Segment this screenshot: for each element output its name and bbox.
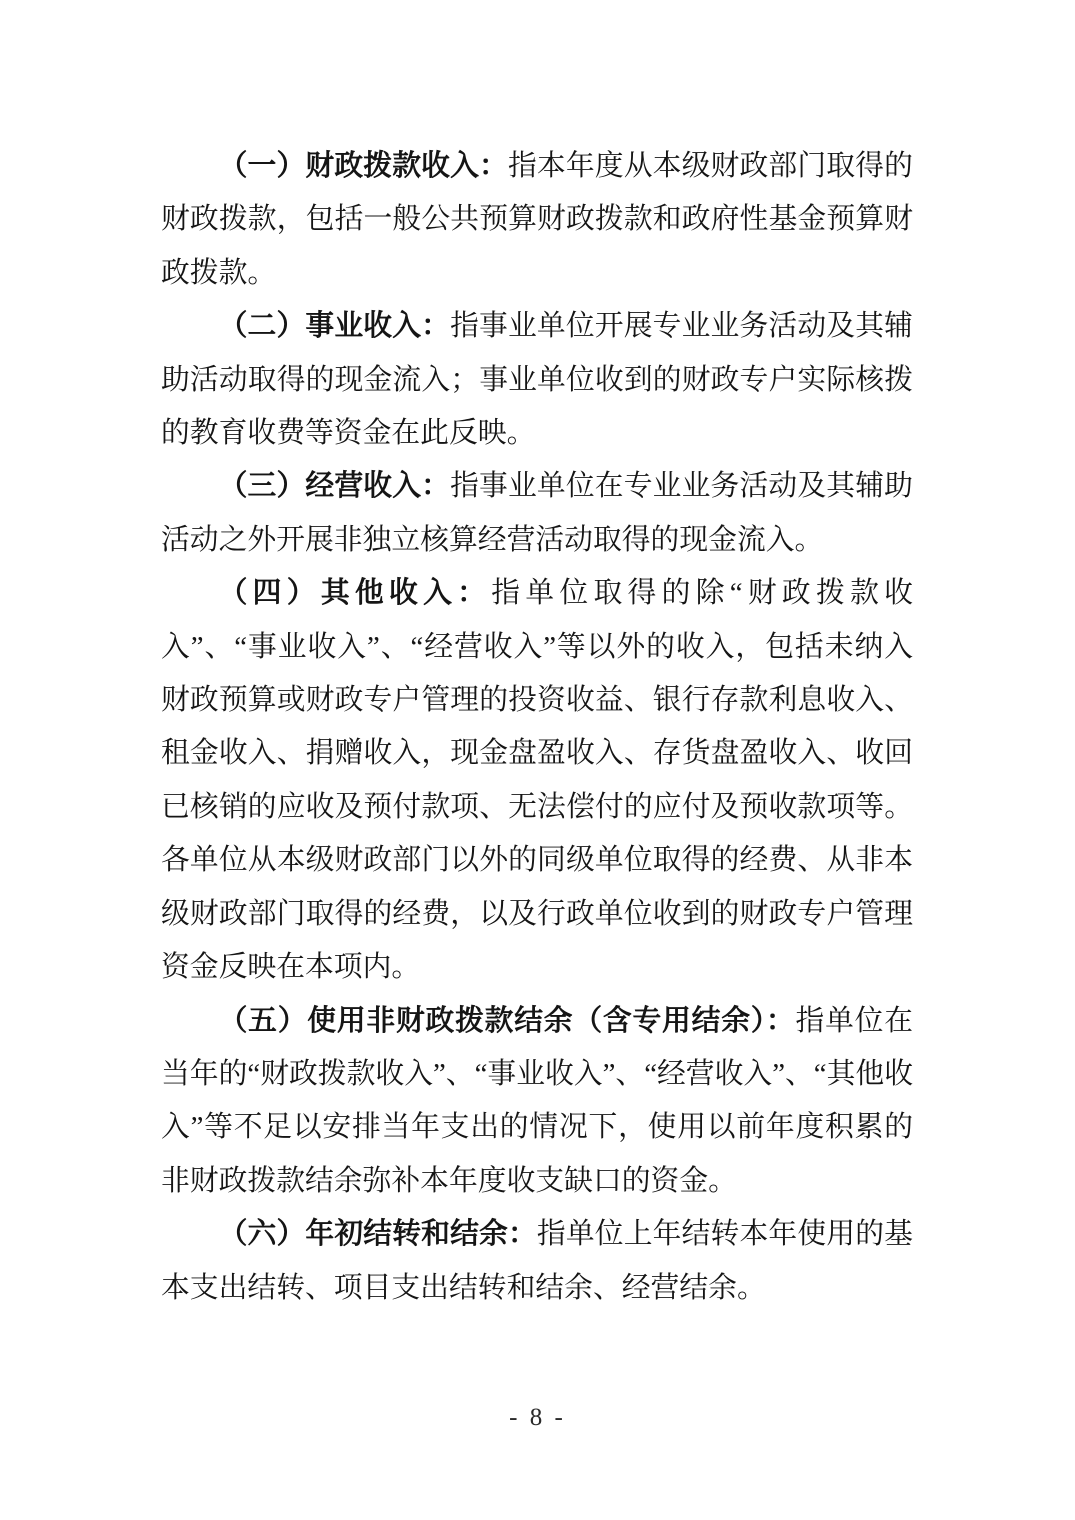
paragraph-text: 指单位取得的除“财政拨款收入”、“事业收入”、“经营收入”等以外的收入，包括未纳入财政预算或财政专户管理的投资收益、银行存款利息收入、租金收入、捐赠收入，现金盘盈收入、存货盘盈收入、收回已核销的应收及预付款项、无法偿付的应付及预收款项等。各单位从本级财政部门以外的同级单位取得的经费、从非本级财政部门取得的经费，以及行政单位收到的财政专户管理资金反映在本项内。	[161, 577, 913, 984]
paragraph-business-income	[161, 460, 913, 567]
document-body	[161, 140, 913, 1315]
paragraph-heading: （二）事业收入：	[218, 310, 451, 343]
page-number: - 8 -	[509, 1404, 566, 1431]
paragraph-carryover-and-surplus	[161, 1208, 913, 1315]
paragraph-heading: （一）财政拨款收入：	[218, 150, 508, 182]
paragraph-non-fiscal-surplus	[161, 995, 913, 1209]
paragraph-heading: （五）使用非财政拨款结余（含专用结余）：	[218, 1004, 796, 1037]
paragraph-fiscal-appropriation-income	[161, 140, 913, 300]
paragraph-other-income	[161, 567, 913, 994]
paragraph-text: 指事业单位在专业业务活动及其辅助活动之外开展非独立核算经营活动取得的现金流入。	[161, 470, 913, 556]
paragraph-heading: （三）经营收入：	[218, 470, 451, 503]
paragraph-text: 指单位在当年的“财政拨款收入”、“事业收入”、“经营收入”、“其他收入”等不足以安排当年支出的情况下，使用以前年度积累的非财政拨款结余弥补本年度收支缺口的资金。	[161, 1004, 913, 1197]
paragraph-heading: （六）年初结转和结余：	[218, 1218, 537, 1251]
paragraph-heading: （四）其他收入：	[218, 577, 492, 610]
paragraph-operating-income-public	[161, 300, 913, 460]
paragraph-text: 指事业单位开展专业业务活动及其辅助活动取得的现金流入；事业单位收到的财政专户实际核拨的教育收费等资金在此反映。	[161, 310, 913, 450]
paragraph-text: 指本年度从本级财政部门取得的财政拨款，包括一般公共预算财政拨款和政府性基金预算财政拨款。	[161, 150, 913, 289]
paragraph-text: 指单位上年结转本年使用的基本支出结转、项目支出结转和结余、经营结余。	[161, 1218, 913, 1304]
